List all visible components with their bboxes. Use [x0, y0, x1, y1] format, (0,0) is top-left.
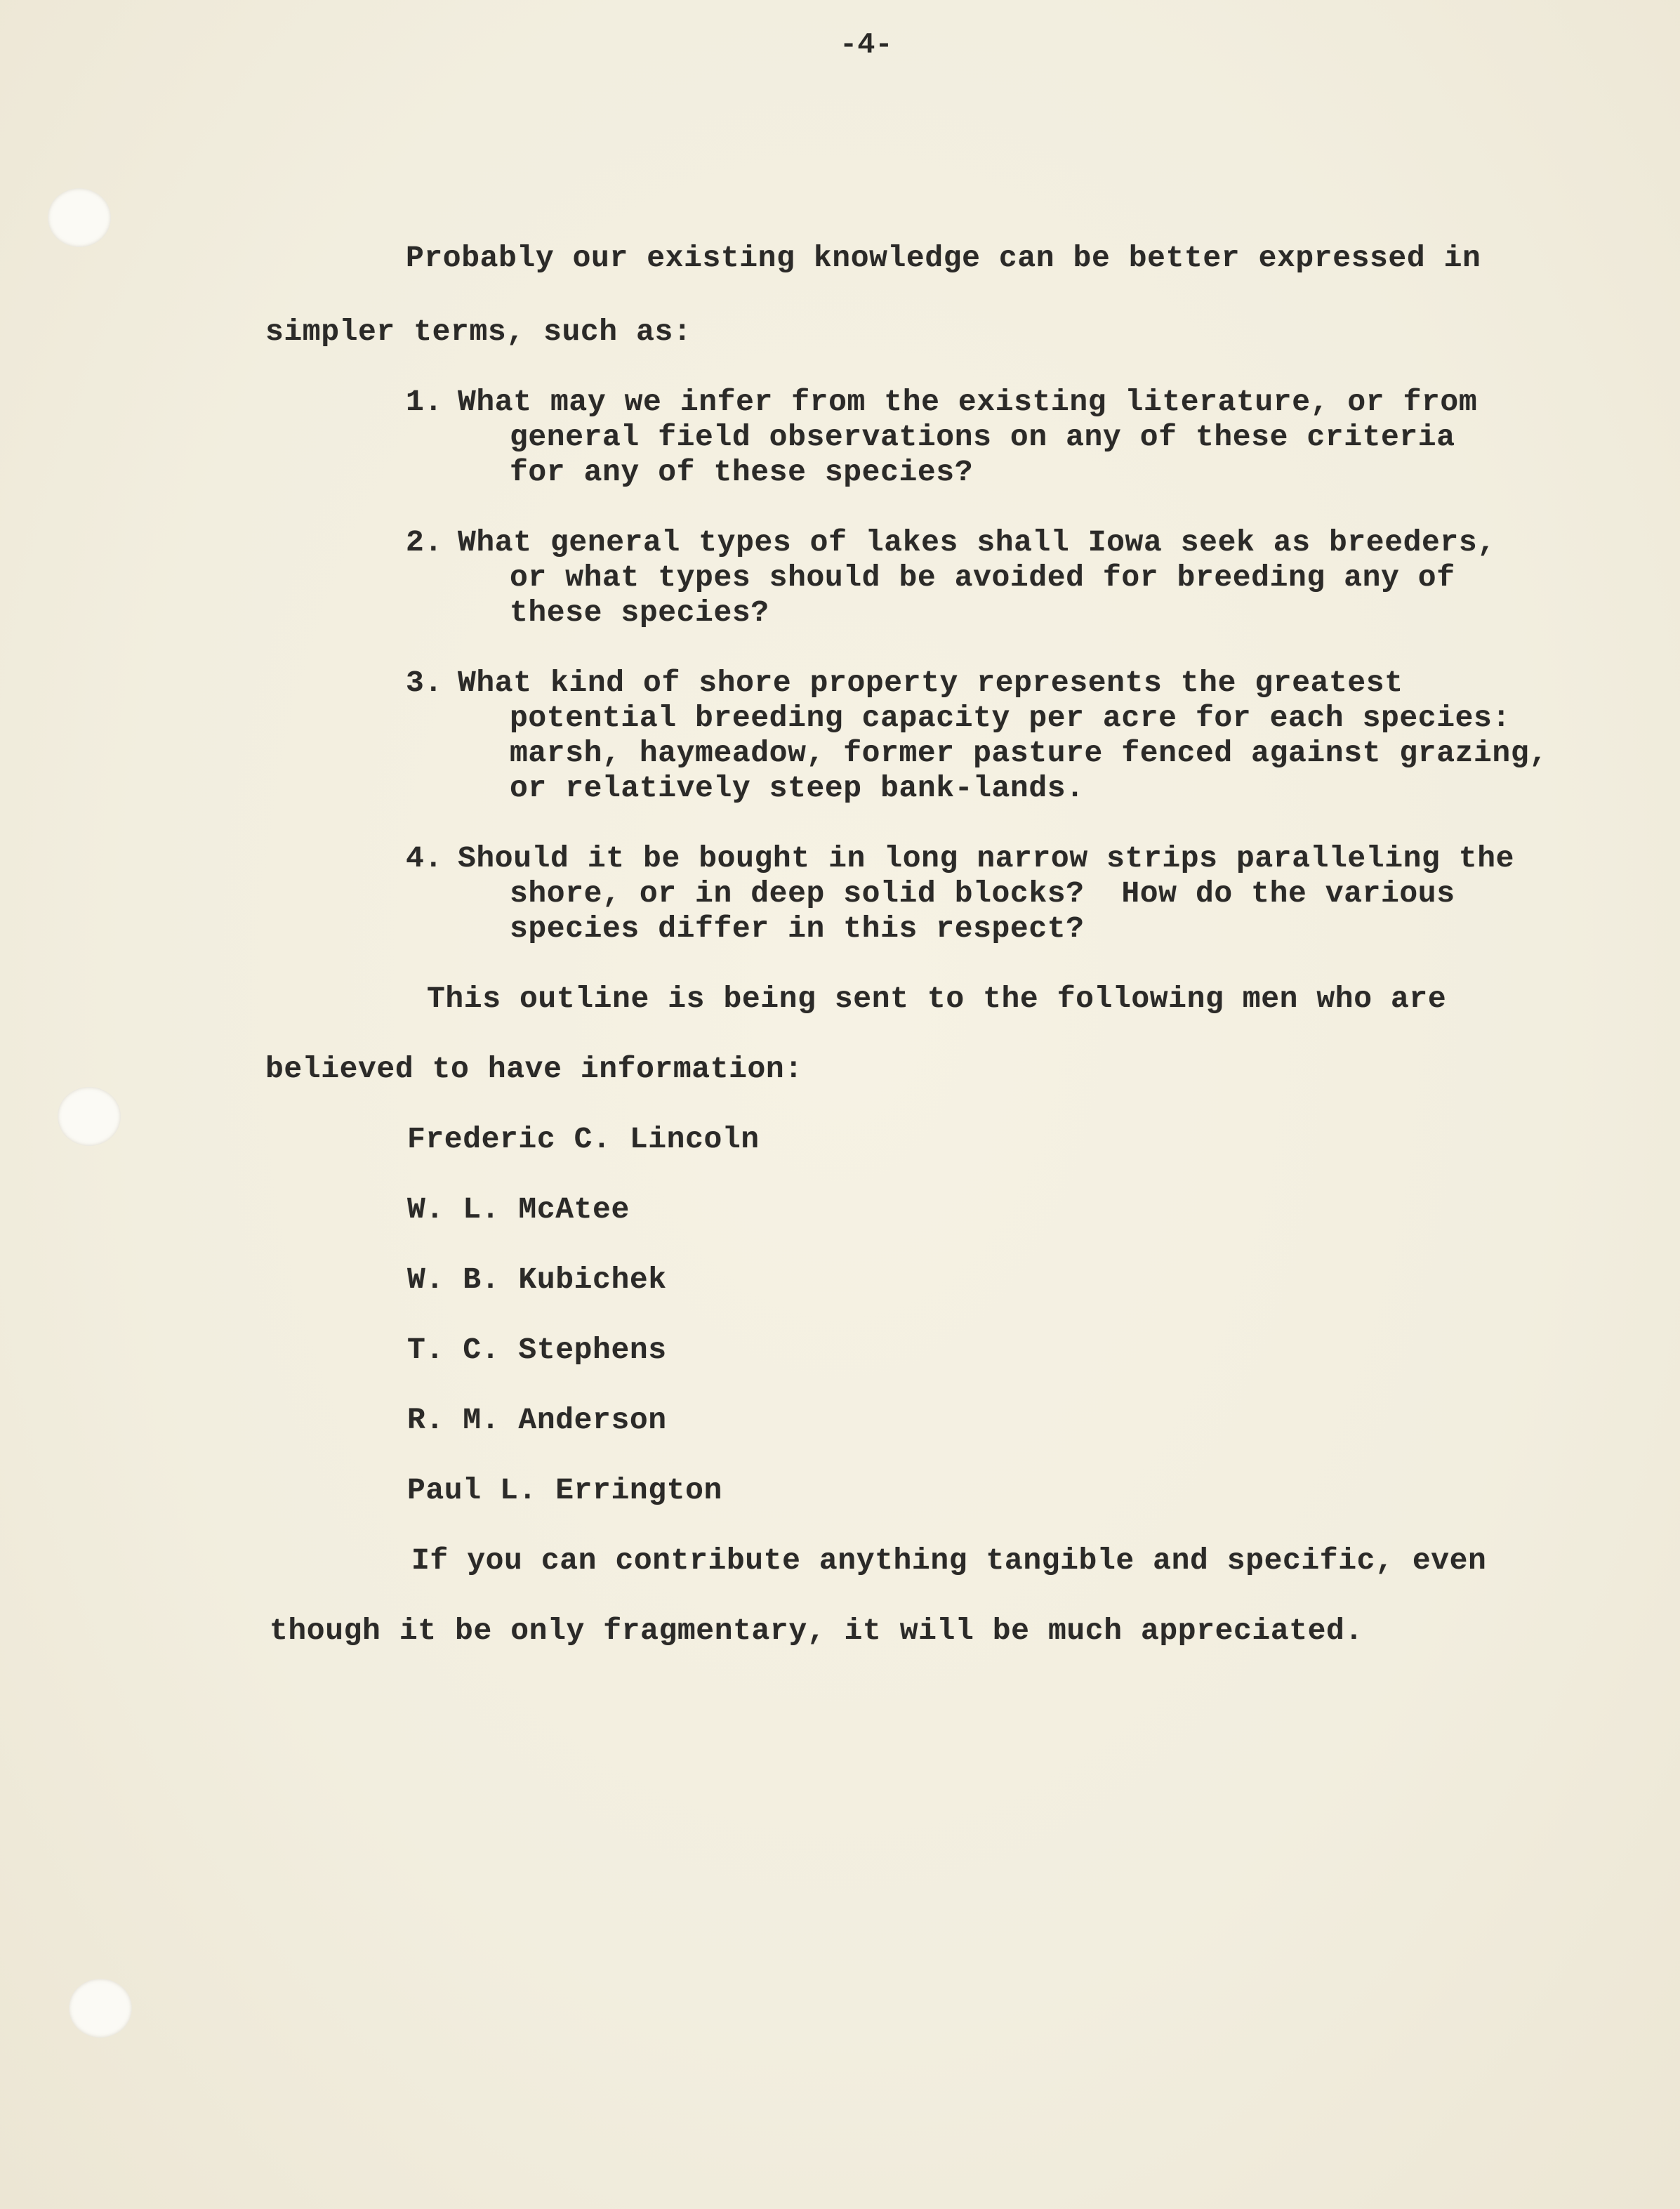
recipient-1: Frederic C. Lincoln: [407, 1122, 760, 1156]
question-4-line-3: species differ in this respect?: [510, 911, 1085, 946]
closing-line-1: If you can contribute anything tangible and specific, even: [411, 1543, 1487, 1578]
question-2-line-3: these species?: [510, 595, 769, 630]
intro-line-2: simpler terms, such as:: [265, 315, 692, 349]
question-1-number: 1.: [406, 385, 443, 419]
question-3-number: 3.: [406, 666, 443, 700]
punch-hole-middle: [58, 1087, 121, 1146]
question-1-line-2: general field observations on any of these criteria: [510, 420, 1455, 454]
intro-line-1: Probably our existing knowledge can be better expressed in: [406, 241, 1481, 275]
question-3-line-3: marsh, haymeadow, former pasture fenced against grazing,: [510, 736, 1548, 770]
outline-note-line-1: This outline is being sent to the following men who are: [427, 982, 1447, 1016]
closing-line-2: though it be only fragmentary, it will be much appreciated.: [270, 1614, 1363, 1648]
question-4-line-1: Should it be bought in long narrow strips paralleling the: [458, 841, 1515, 876]
question-1-line-1: What may we infer from the existing literature, or from: [458, 385, 1478, 419]
recipient-4: T. C. Stephens: [407, 1333, 667, 1367]
question-2-line-2: or what types should be avoided for breeding any of: [510, 560, 1455, 595]
recipient-2: W. L. McAtee: [407, 1192, 630, 1227]
punch-hole-bottom: [69, 1979, 132, 2038]
recipient-6: Paul L. Errington: [407, 1473, 722, 1508]
question-1-line-3: for any of these species?: [510, 455, 974, 489]
question-3-line-4: or relatively steep bank-lands.: [510, 771, 1085, 805]
question-4-number: 4.: [406, 841, 443, 876]
outline-note-line-2: believed to have information:: [265, 1052, 803, 1086]
question-3-line-2: potential breeding capacity per acre for each species:: [510, 701, 1511, 735]
page-number: -4-: [840, 28, 893, 62]
question-3-line-1: What kind of shore property represents the greatest: [458, 666, 1403, 700]
recipient-3: W. B. Kubichek: [407, 1262, 667, 1297]
question-2-number: 2.: [406, 525, 443, 560]
recipient-5: R. M. Anderson: [407, 1403, 667, 1437]
question-2-line-1: What general types of lakes shall Iowa seek as breeders,: [458, 525, 1496, 560]
punch-hole-top: [48, 188, 111, 247]
question-4-line-2: shore, or in deep solid blocks? How do the various: [510, 876, 1455, 911]
